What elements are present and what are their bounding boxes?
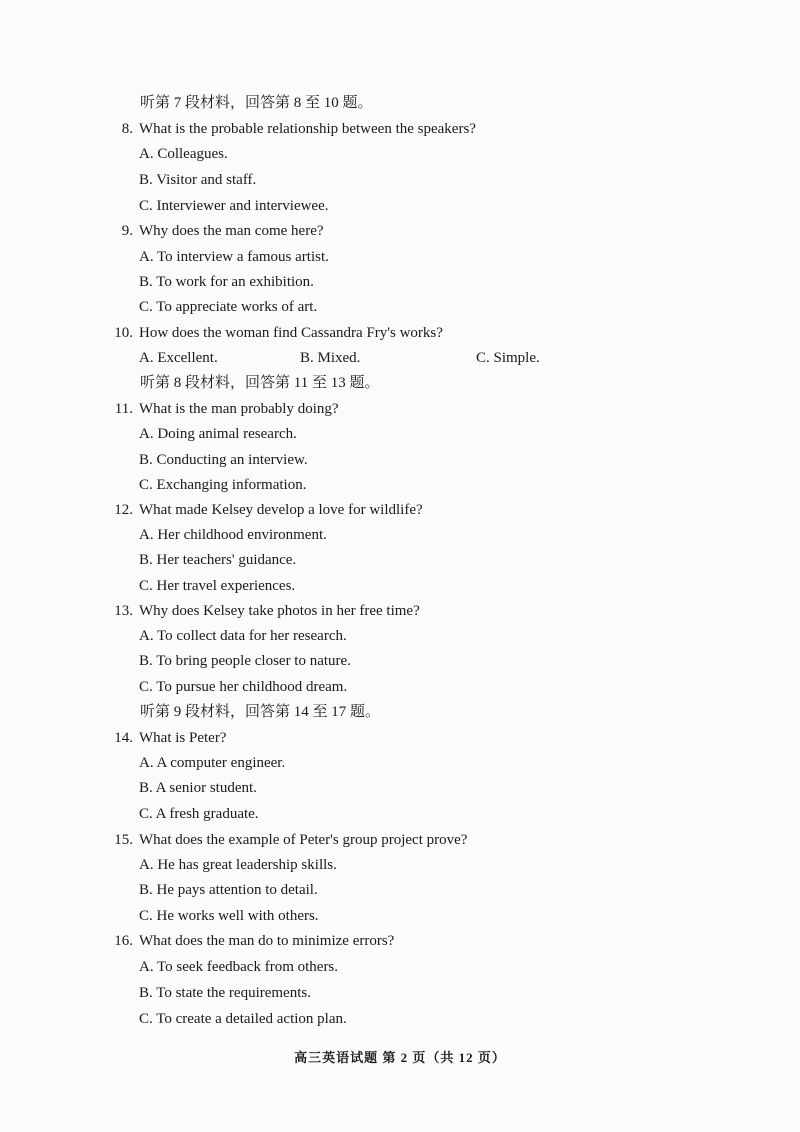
q10-option-c: C. Simple. bbox=[476, 350, 540, 366]
question-number: 10. bbox=[114, 325, 133, 341]
q10-options-row bbox=[0, 347, 800, 369]
q16-option-c: C. To create a detailed action plan. bbox=[139, 1011, 347, 1027]
q10-option-b: B. Mixed. bbox=[300, 350, 361, 366]
q12-option-b: B. Her teachers' guidance. bbox=[139, 552, 297, 568]
question-text: How does the woman find Cassandra Fry's works? bbox=[139, 325, 443, 341]
q13-option-b: B. To bring people closer to nature. bbox=[139, 653, 351, 669]
question-9 bbox=[0, 220, 800, 242]
q8-option-b: B. Visitor and staff. bbox=[139, 172, 257, 188]
section-heading-7: 听第 7 段材料，回答第 8 至 10 题。 bbox=[140, 95, 373, 111]
question-number: 13. bbox=[114, 603, 133, 619]
question-number: 12. bbox=[114, 502, 133, 518]
q14-option-c: C. A fresh graduate. bbox=[139, 806, 259, 822]
q15-option-a: A. He has great leadership skills. bbox=[139, 857, 337, 873]
section-heading-8: 听第 8 段材料，回答第 11 至 13 题。 bbox=[140, 375, 380, 391]
question-number: 8. bbox=[121, 121, 133, 137]
q10-option-a: A. Excellent. bbox=[139, 350, 218, 366]
question-number: 16. bbox=[114, 933, 133, 949]
question-text: What is Peter? bbox=[139, 730, 227, 746]
section-heading-9: 听第 9 段材料，回答第 14 至 17 题。 bbox=[140, 704, 381, 720]
page-footer: 高三英语试题 第 2 页（共 12 页） bbox=[294, 1050, 506, 1065]
question-12 bbox=[0, 499, 800, 521]
q16-option-b: B. To state the requirements. bbox=[139, 985, 311, 1001]
question-text: What does the example of Peter's group project prove? bbox=[139, 832, 468, 848]
q14-option-b: B. A senior student. bbox=[139, 780, 257, 796]
question-text: Why does the man come here? bbox=[139, 223, 324, 239]
question-number: 11. bbox=[114, 401, 133, 417]
question-13 bbox=[0, 600, 800, 622]
q16-option-a: A. To seek feedback from others. bbox=[139, 959, 339, 975]
q9-option-b: B. To work for an exhibition. bbox=[139, 274, 314, 290]
question-10 bbox=[0, 322, 800, 344]
q13-option-a: A. To collect data for her research. bbox=[139, 628, 347, 644]
question-number: 9. bbox=[121, 223, 133, 239]
question-number: 14. bbox=[114, 730, 133, 746]
q13-option-c: C. To pursue her childhood dream. bbox=[139, 679, 348, 695]
question-14 bbox=[0, 727, 800, 749]
q11-option-b: B. Conducting an interview. bbox=[139, 452, 308, 468]
question-text: What does the man do to minimize errors? bbox=[139, 933, 395, 949]
q9-option-a: A. To interview a famous artist. bbox=[139, 249, 329, 265]
q9-option-c: C. To appreciate works of art. bbox=[139, 299, 318, 315]
q12-option-a: A. Her childhood environment. bbox=[139, 527, 327, 543]
question-text: What is the probable relationship between the speakers? bbox=[139, 121, 476, 137]
q12-option-c: C. Her travel experiences. bbox=[139, 578, 296, 594]
question-text: What made Kelsey develop a love for wildlife? bbox=[139, 502, 423, 518]
q15-option-b: B. He pays attention to detail. bbox=[139, 882, 318, 898]
question-8 bbox=[0, 118, 800, 140]
q11-option-c: C. Exchanging information. bbox=[139, 477, 307, 493]
question-text: Why does Kelsey take photos in her free time? bbox=[139, 603, 420, 619]
question-15 bbox=[0, 829, 800, 851]
q8-option-a: A. Colleagues. bbox=[139, 146, 228, 162]
question-text: What is the man probably doing? bbox=[139, 401, 339, 417]
q8-option-c: C. Interviewer and interviewee. bbox=[139, 198, 329, 214]
question-11 bbox=[0, 398, 800, 420]
question-16 bbox=[0, 930, 800, 952]
q15-option-c: C. He works well with others. bbox=[139, 908, 319, 924]
q11-option-a: A. Doing animal research. bbox=[139, 426, 297, 442]
question-number: 15. bbox=[114, 832, 133, 848]
q14-option-a: A. A computer engineer. bbox=[139, 755, 286, 771]
